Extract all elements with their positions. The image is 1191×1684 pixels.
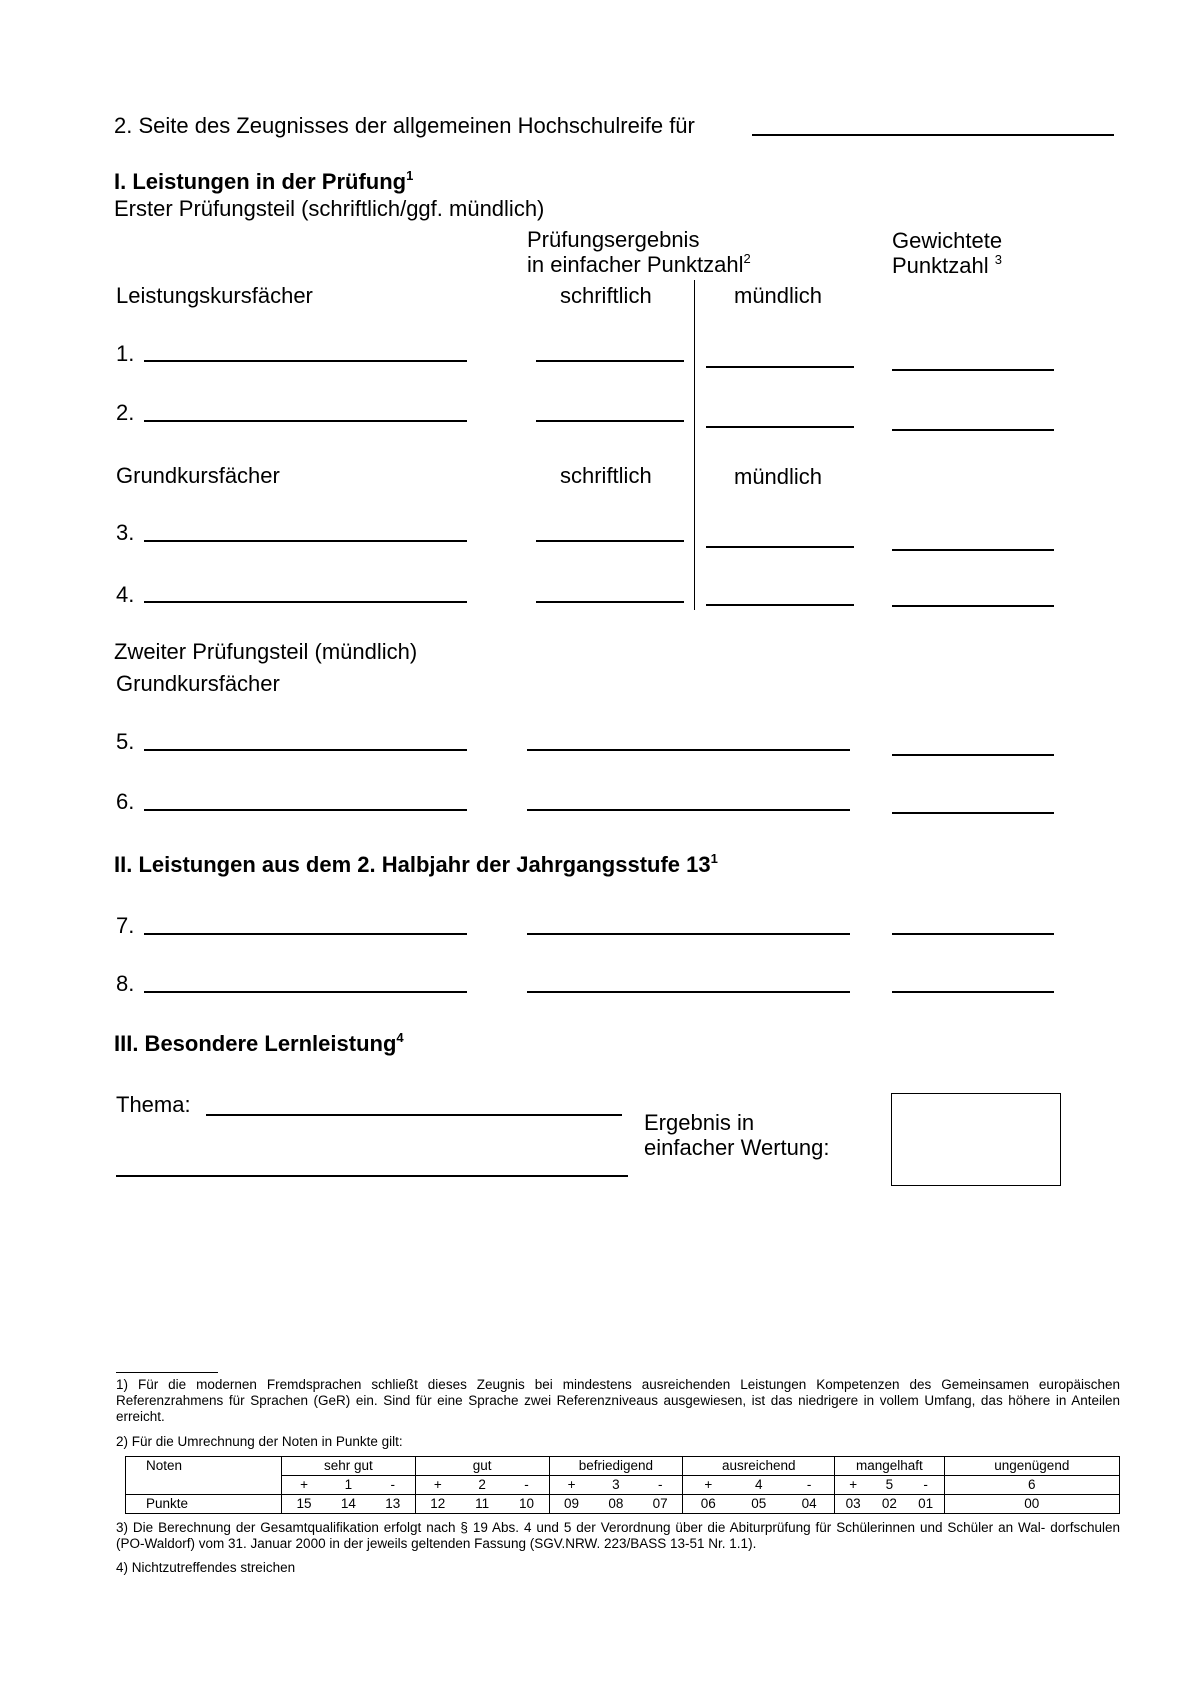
written-header: schriftlich [560,283,652,308]
written-score-field[interactable] [536,420,684,422]
grade-name: ausreichend [683,1457,835,1476]
noten-label: Noten [126,1457,282,1495]
points-value: 14 [326,1495,371,1514]
row-number: 1. [116,341,135,366]
grade-minus: - [504,1476,549,1495]
subject-field[interactable] [144,933,467,935]
footnote-separator [116,1372,218,1373]
oral-score-field[interactable] [706,546,854,548]
points-value: 02 [871,1495,907,1514]
thema-field[interactable] [206,1114,622,1116]
weighted-score-field[interactable] [892,933,1054,935]
oral-header: mündlich [734,283,823,308]
grade-number: 2 [460,1476,505,1495]
section-3-title: III. Besondere Lernleistung$^4$ [114,1029,404,1056]
grade-number: 6 [944,1476,1119,1495]
grade-plus: + [549,1476,594,1495]
result-field[interactable] [527,933,850,935]
points-value: 13 [371,1495,416,1514]
section-1-title: I. Leistungen in der Prüfung$^1$ [114,167,414,194]
subject-field[interactable] [144,601,467,603]
points-value: 07 [638,1495,683,1514]
weighted-header: Gewichtete Punktzahl $^3$ [892,228,1003,278]
punkte-label: Punkte [126,1495,282,1514]
weighted-score-field[interactable] [892,754,1054,756]
subject-field[interactable] [144,540,467,542]
weighted-score-field[interactable] [892,429,1054,431]
written-header: schriftlich [560,463,652,488]
grade-plus: + [835,1476,871,1495]
row-number: 3. [116,520,135,545]
points-value: 04 [784,1495,835,1514]
points-value: 10 [504,1495,549,1514]
points-value: 05 [733,1495,784,1514]
points-value: 15 [282,1495,327,1514]
weighted-score-field[interactable] [892,369,1054,371]
row-number: 2. [116,400,135,425]
part2-label: Zweiter Prüfungsteil (mündlich) [114,639,418,664]
section-2-title: II. Leistungen aus dem 2. Halbjahr der Jahrgangsstufe $13^1$ [114,850,718,877]
subject-field[interactable] [144,360,467,362]
grade-minus: - [784,1476,835,1495]
oral-score-field[interactable] [706,604,854,606]
row-number: 4. [116,582,135,607]
row-number: 6. [116,789,135,814]
row-number: 5. [116,729,135,754]
grade-name: sehr gut [282,1457,416,1476]
weighted-score-field[interactable] [892,991,1054,993]
result-box[interactable] [891,1093,1061,1186]
points-value: 03 [835,1495,871,1514]
footnote-3: 3) Die Berechnung der Gesamtqualifikation erfolgt nach § 19 Abs. 4 und 5 der Verordnung über die Abiturprüfung für Schülerinnen und Schüler an Wal- dorfschulen (PO-Waldorf) vom 31. Januar 2000 in der jeweils geltenden Fassung (SGV.NRW. 223/BASS 13-51 Nr. 1.1). [116,1520,1120,1551]
oral-score-field[interactable] [527,749,850,751]
grade-number: 3 [594,1476,639,1495]
points-value: 08 [594,1495,639,1514]
result-header: Prüfungsergebnis in einfacher Punktzahl$^2$ [527,227,751,277]
grade-name: gut [415,1457,549,1476]
points-value: 01 [908,1495,944,1514]
oral-header: mündlich [734,464,823,489]
grade-number: 4 [733,1476,784,1495]
oral-score-field[interactable] [706,366,854,368]
points-value: 06 [683,1495,734,1514]
grade-plus: + [282,1476,327,1495]
thema-label: Thema: [116,1092,191,1117]
lk-label: Leistungskursfächer [116,283,313,308]
result-label: Ergebnis in einfacher Wertung: [644,1110,830,1160]
oral-score-field[interactable] [527,809,850,811]
grade-conversion-table [125,1456,1120,1514]
grade-name: mangelhaft [835,1457,944,1476]
gk-label: Grundkursfächer [116,463,280,488]
name-line [752,134,1114,136]
grade-minus: - [638,1476,683,1495]
grade-name: befriedigend [549,1457,683,1476]
weighted-score-field[interactable] [892,549,1054,551]
subject-field[interactable] [144,420,467,422]
written-score-field[interactable] [536,540,684,542]
footnote-1: 1) Für die modernen Fremdsprachen schließt dieses Zeugnis bei mindestens ausreichenden Leistungen Kompetenzen des Gemeinsamen europäischen Referenzrahmens für Sprachen (GeR) ein. Sind für eine Sprache zwei Referenzniveaus ausgewiesen, ist das niedrigere in vollem Umfang, das höhere in Anteilen erreicht. [116,1377,1120,1424]
part1-label: Erster Prüfungsteil (schriftlich/ggf. mündlich) [114,196,545,221]
written-score-field[interactable] [536,360,684,362]
points-value: 00 [944,1495,1119,1514]
thema-field-line-2[interactable] [116,1175,628,1177]
row-number: 8. [116,971,135,996]
footnote-2: 2) Für die Umrechnung der Noten in Punkte gilt: [116,1434,403,1449]
grade-number: 5 [871,1476,907,1495]
grade-number: 1 [326,1476,371,1495]
footnote-4: 4) Nichtzutreffendes streichen [116,1560,296,1575]
weighted-score-field[interactable] [892,812,1054,814]
grade-plus: + [683,1476,734,1495]
oral-score-field[interactable] [706,426,854,428]
subject-field[interactable] [144,809,467,811]
grade-minus: - [908,1476,944,1495]
page-title: 2. Seite des Zeugnisses der allgemeinen Hochschulreife für [114,113,695,138]
grade-minus: - [371,1476,416,1495]
points-value: 09 [549,1495,594,1514]
weighted-score-field[interactable] [892,605,1054,607]
subject-field[interactable] [144,749,467,751]
row-number: 7. [116,913,135,938]
subject-field[interactable] [144,991,467,993]
column-divider [694,280,695,610]
points-value: 11 [460,1495,505,1514]
part2-gk-label: Grundkursfächer [116,671,280,696]
grade-name: ungenügend [944,1457,1119,1476]
points-value: 12 [415,1495,460,1514]
grade-plus: + [415,1476,460,1495]
result-field[interactable] [527,991,850,993]
written-score-field[interactable] [536,601,684,603]
